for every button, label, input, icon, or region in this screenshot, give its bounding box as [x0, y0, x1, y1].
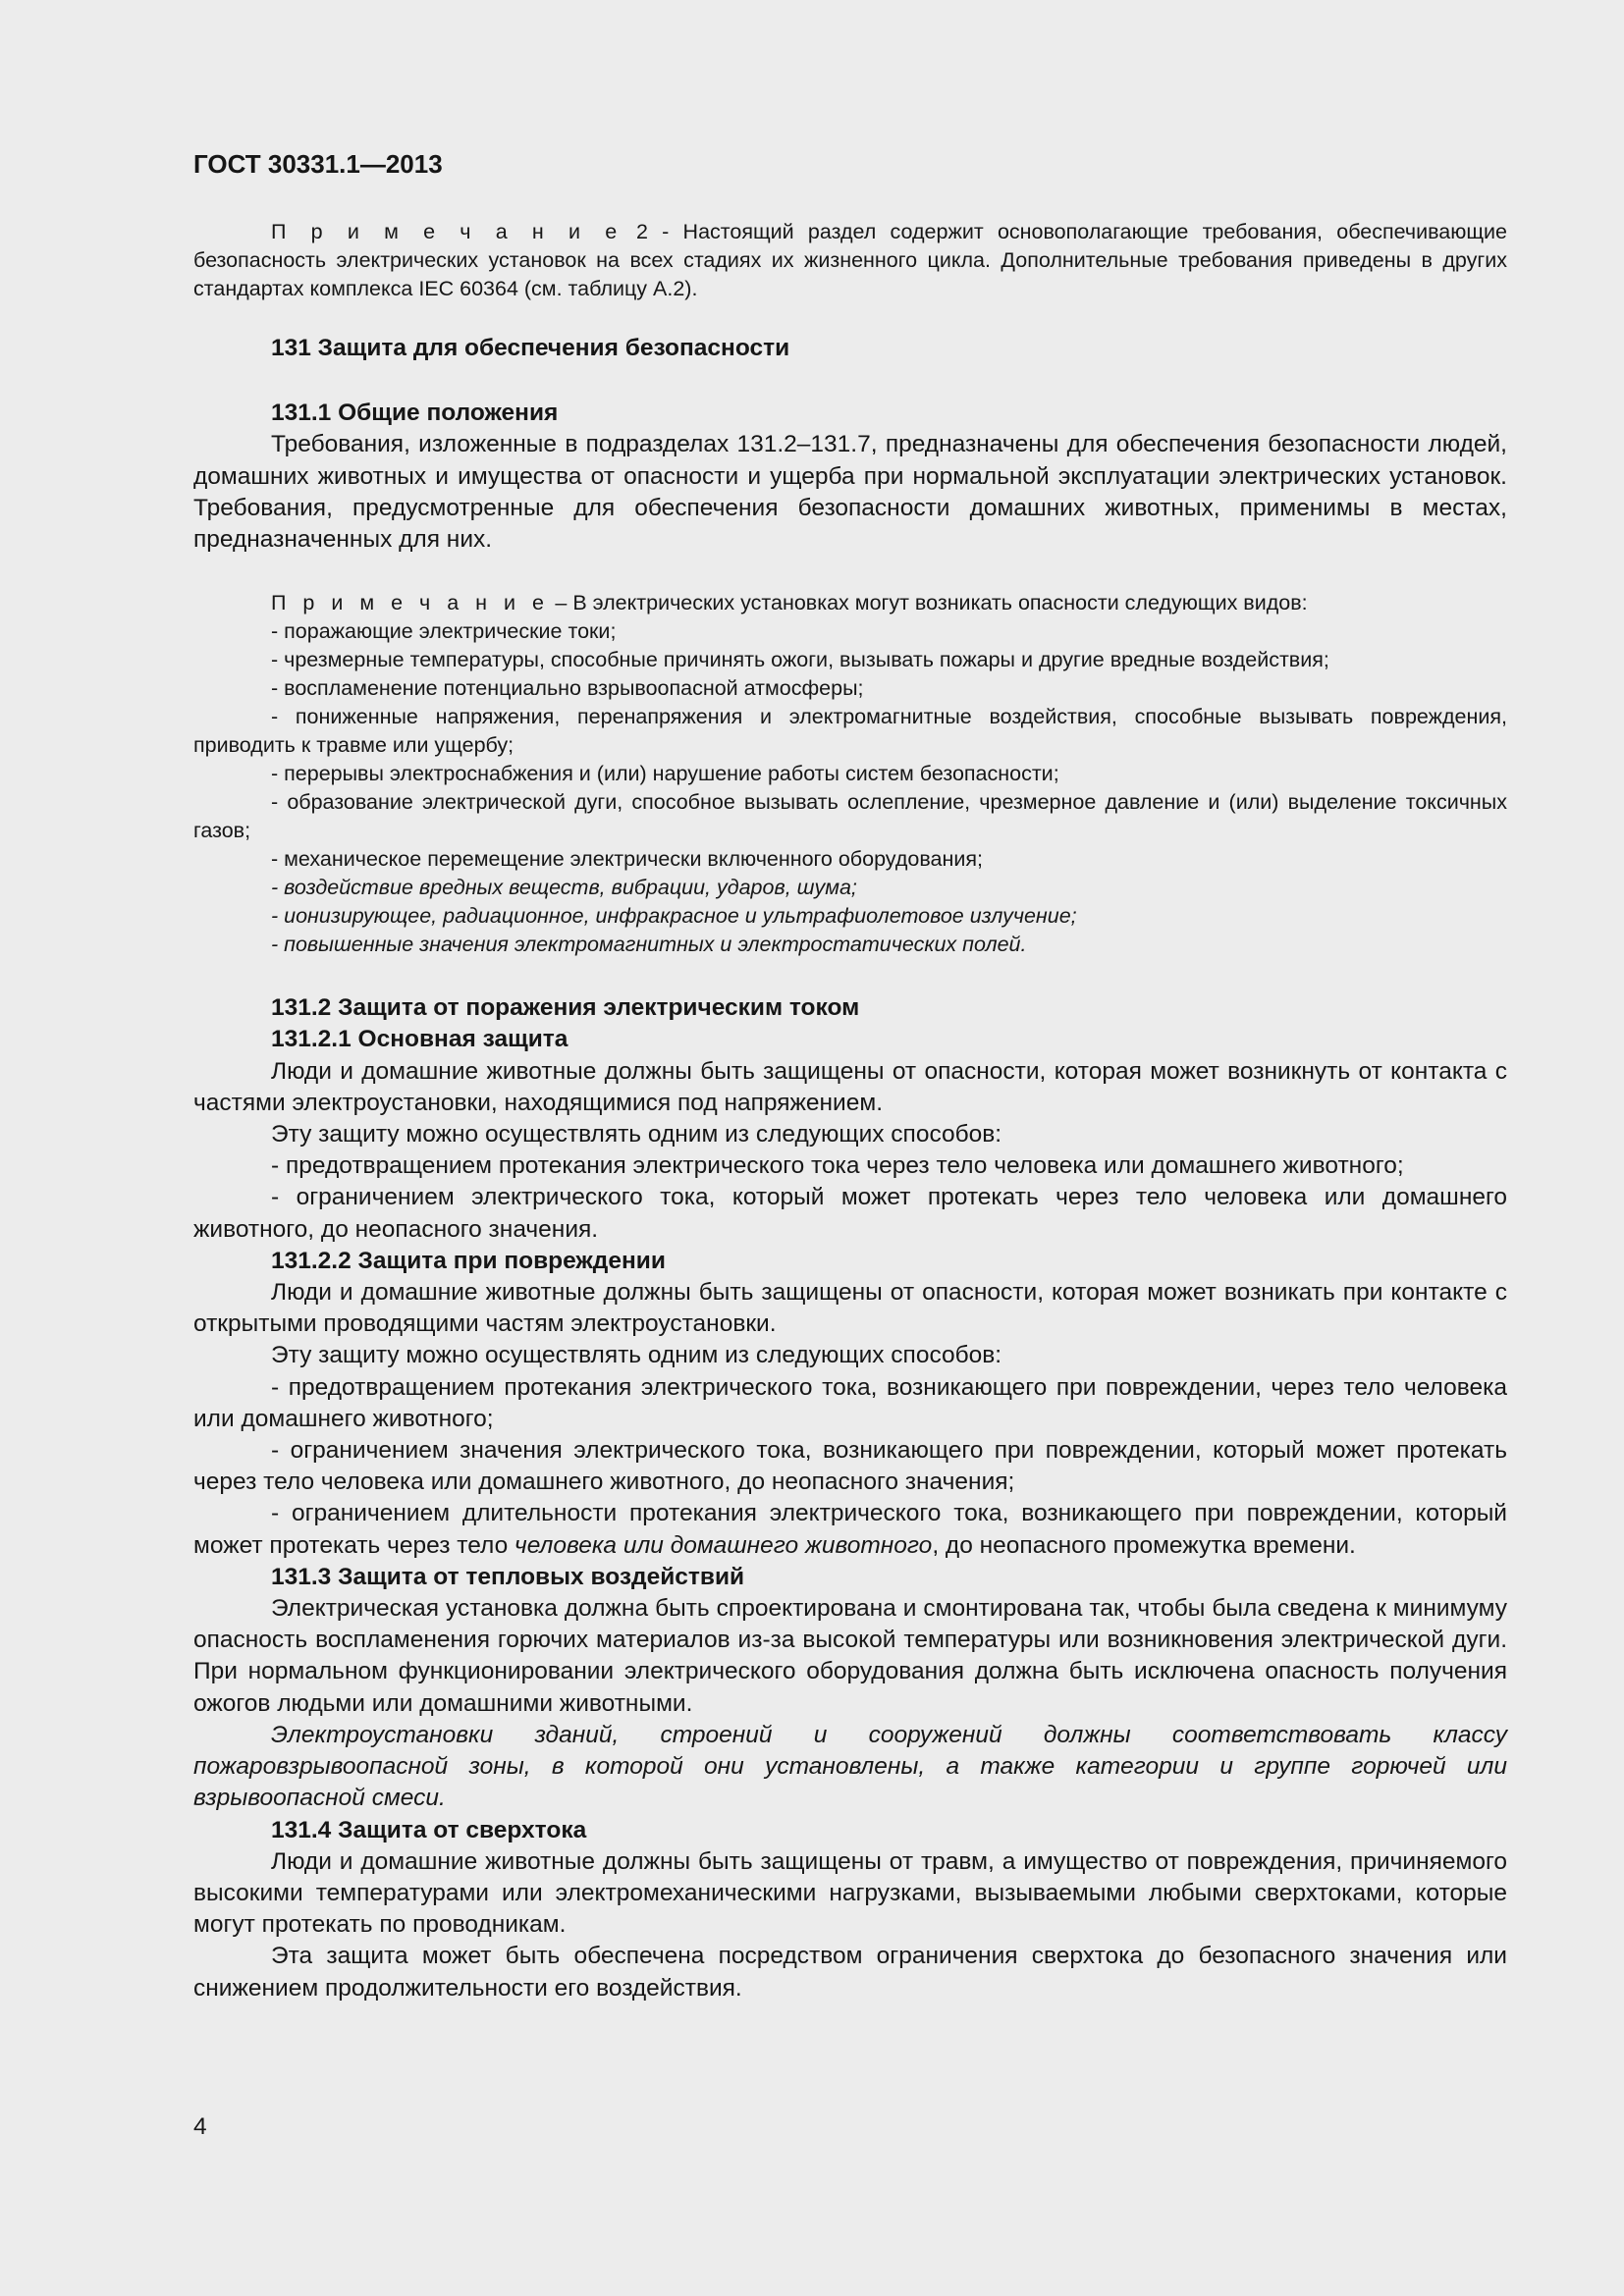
hazard-item: - перерывы электроснабжения и (или) нарушение работы систем безопасности;	[271, 762, 1059, 786]
note-hazards-intro-text: – В электрических установках могут возникать опасности следующих видов:	[549, 591, 1308, 615]
section-131-1-heading: 131.1 Общие положения	[271, 400, 559, 427]
section-131-2-1-paragraph: Люди и домашние животные должны быть защищены от опасности, которая может возникнуть от контакта с частями электроустановки, находящимися под напряжением.	[193, 1057, 1507, 1116]
section-131-2-2-paragraph: Эту защиту можно осуществлять одним из следующих способов:	[271, 1342, 1002, 1369]
note-hazards-label: П р и м е ч а н и е	[271, 591, 550, 615]
document-page	[193, 147, 1507, 2004]
section-131-1-paragraph: Требования, изложенные в подразделах 131.2–131.7, предназначены для обеспечения безопасности людей, домашних животных и имущества от опасности и ущерба при нормальной эксплуатации электрических установок. Требования, предусмотренные для обеспечения безопасности домашних животных, применимы в местах, предназначенных для них.	[193, 431, 1507, 554]
section-131-2-2-last-paragraph	[193, 1498, 1507, 1561]
section-131-4-paragraph: Люди и домашние животные должны быть защищены от травм, а имущество от повреждения, причиняемого высокими температурами или электромеханическими нагрузками, вызываемыми любыми сверхтоками, которые могут протекать по проводникам.	[193, 1847, 1507, 1939]
hazard-item: - образование электрической дуги, способное вызывать ослепление, чрезмерное давление и (или) выделение токсичных газов;	[193, 790, 1507, 843]
page-number: 4	[193, 2113, 207, 2140]
section-131-4-paragraph: Эта защита может быть обеспечена посредством ограничения сверхтока до безопасного значения или снижением продолжительности его воздействия.	[193, 1943, 1507, 2002]
hazard-item: - пониженные напряжения, перенапряжения и электромагнитные воздействия, способные вызывать повреждения, приводить к травме или ущербу;	[193, 705, 1507, 758]
last-paragraph-italic: человека или домашнего животного	[514, 1531, 933, 1559]
section-131-2-1-paragraph: - ограничением электрического тока, который может протекать через тело человека или домашнего животного, до неопасного значения.	[193, 1184, 1507, 1243]
section-131-heading: 131 Защита для обеспечения безопасности	[271, 335, 790, 361]
note-2-text: 2 - Настоящий раздел содержит основополагающие требования, обеспечивающие безопасность электрических установок на всех стадиях их жизненного цикла. Дополнительные требования приведены в других стандартах комплекса IEC 60364 (см. таблицу А.2).	[193, 220, 1508, 300]
note-hazards-intro	[193, 589, 1507, 617]
section-131-2-2-paragraph: - предотвращением протекания электрического тока, возникающего при повреждении, через тело человека или домашнего животного;	[193, 1373, 1507, 1432]
section-131-3-paragraph: Электрическая установка должна быть спроектирована и смонтирована так, чтобы была сведена к минимуму опасность воспламенения горючих материалов из-за высокой температуры или возникновения электрической дуги. При нормальном функционировании электрического оборудования должна быть исключена опасность получения ожогов людьми или домашними животными.	[193, 1595, 1507, 1717]
section-131-2-2-paragraph: - ограничением значения электрического тока, возникающего при повреждении, который может протекать через тело человека или домашнего животного, до неопасного значения;	[193, 1437, 1507, 1496]
section-131-3-italic-paragraph: Электроустановки зданий, строений и сооружений должны соответствовать классу пожаровзрывоопасной зоны, в которой они установлены, а также категории и группе горючей или взрывоопасной смеси.	[193, 1721, 1507, 1812]
note-2	[193, 218, 1507, 303]
section-131-4-heading: 131.4 Защита от сверхтока	[271, 1816, 587, 1843]
last-paragraph-end: , до неопасного промежутка времени.	[932, 1531, 1356, 1559]
hazard-item-italic: - повышенные значения электромагнитных и электростатических полей.	[271, 933, 1027, 957]
section-131-2-heading: 131.2 Защита от поражения электрическим током	[271, 994, 860, 1022]
section-131-2-2-paragraph: Люди и домашние животные должны быть защищены от опасности, которая может возникать при контакте с открытыми проводящими частям электроустановки.	[193, 1279, 1507, 1338]
last-paragraph-start: - ограничением длительности протекания электрического тока, возникающего при повреждении, который может протекать через тело	[193, 1500, 1507, 1559]
document-header: ГОСТ 30331.1—2013	[193, 149, 443, 179]
section-131-2-2-heading: 131.2.2 Защита при повреждении	[271, 1247, 666, 1274]
hazard-item-italic: - воздействие вредных веществ, вибрации, ударов, шума;	[271, 876, 857, 900]
section-131-2-1-heading: 131.2.1 Основная защита	[271, 1026, 568, 1053]
hazard-item: - механическое перемещение электрически включенного оборудования;	[271, 847, 983, 872]
hazard-item-italic: - ионизирующее, радиационное, инфракрасное и ультрафиолетовое излучение;	[271, 904, 1077, 929]
section-131-2-1-paragraph: Эту защиту можно осуществлять одним из следующих способов:	[271, 1121, 1002, 1148]
note-hazards	[193, 589, 1507, 959]
hazard-item: - воспламенение потенциально взрывоопасной атмосферы;	[271, 676, 864, 701]
section-131-2-1-paragraph: - предотвращением протекания электрического тока через тело человека или домашнего животного;	[271, 1152, 1404, 1180]
note-2-label: П р и м е ч а н и е	[271, 220, 623, 243]
section-131-3-heading: 131.3 Защита от тепловых воздействий	[271, 1563, 745, 1590]
hazard-item: - чрезмерные температуры, способные причинять ожоги, вызывать пожары и другие вредные воздействия;	[271, 648, 1329, 672]
hazard-item: - поражающие электрические токи;	[271, 619, 617, 644]
